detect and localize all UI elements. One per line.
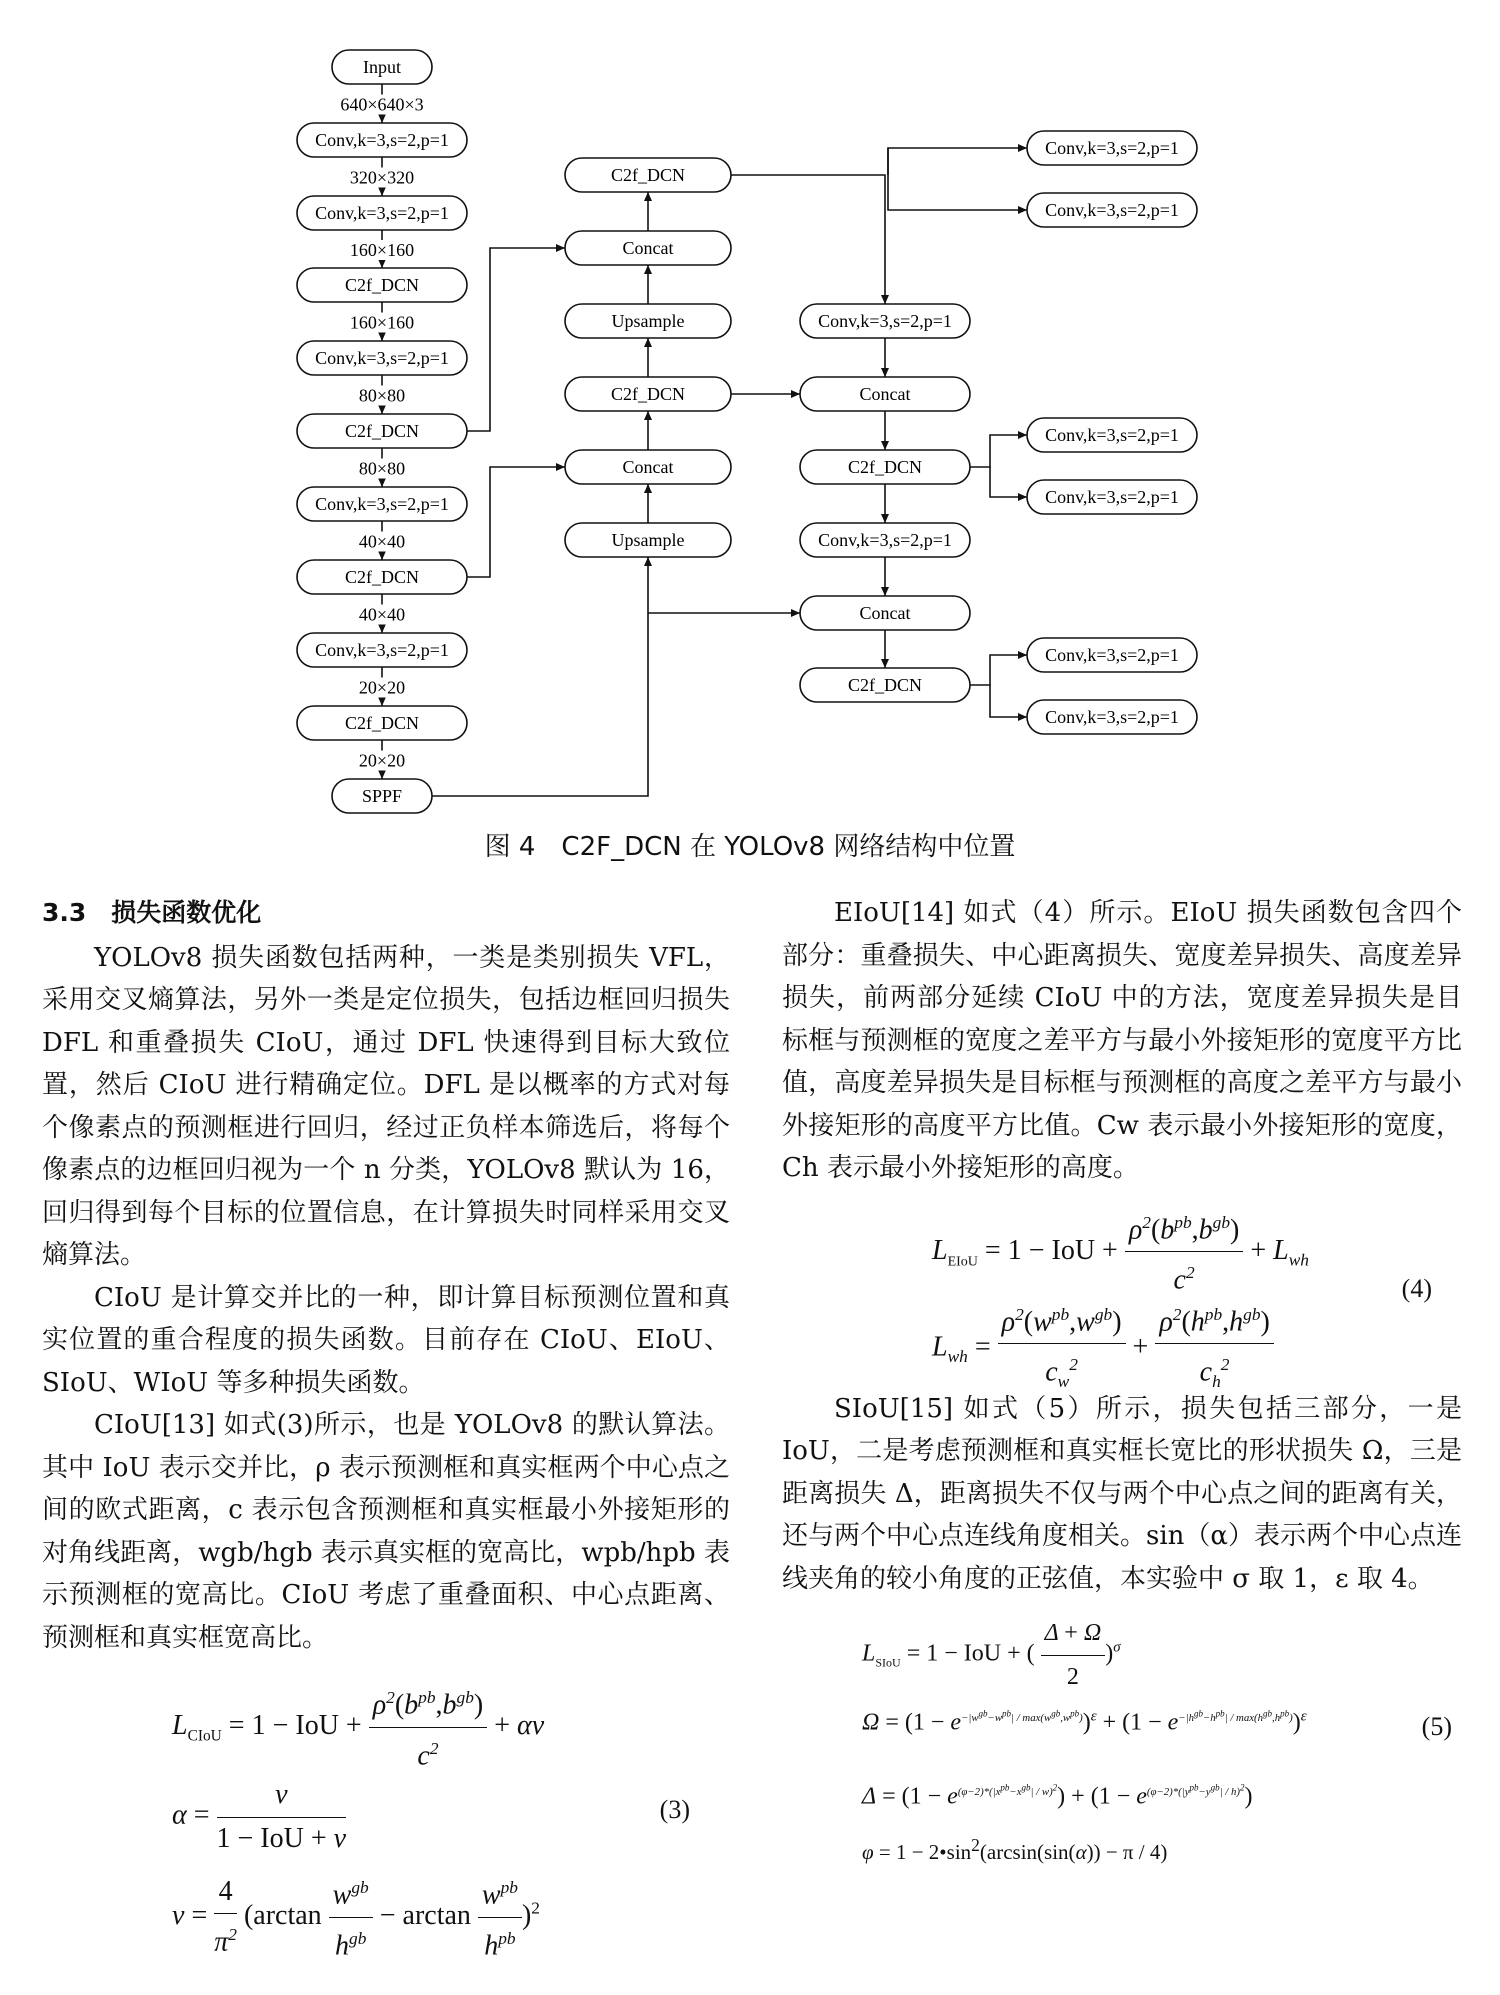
node-head-c2f-2 bbox=[800, 668, 970, 702]
left-column bbox=[42, 892, 730, 1969]
node-head-concat-1 bbox=[800, 377, 970, 411]
backbone-size-label: 80×80 bbox=[358, 458, 406, 479]
backbone-size-label: 40×40 bbox=[358, 604, 406, 625]
node-neck-upsample-2-label: Upsample bbox=[611, 530, 685, 550]
node-neck-c2f-top bbox=[565, 158, 731, 192]
node-head-c2f-1-label: C2f_DCN bbox=[847, 457, 923, 477]
node-neck-upsample-1 bbox=[565, 304, 731, 338]
node-head-conv-1-label: Conv,k=3,s=2,p=1 bbox=[818, 311, 952, 331]
network-structure-diagram bbox=[0, 0, 1500, 820]
node-c2f1 bbox=[297, 268, 467, 302]
node-neck-upsample-1-label: Upsample bbox=[611, 311, 685, 331]
node-c2f4-label: C2f_DCN bbox=[344, 713, 420, 733]
node-conv1-label: Conv,k=3,s=2,p=1 bbox=[315, 130, 449, 150]
figure-caption: 图 4 C2F_DCN 在 YOLOv8 网络结构中位置 bbox=[484, 832, 1016, 862]
node-output-conv-1-label: Conv,k=3,s=2,p=1 bbox=[1045, 138, 1179, 158]
node-sppf-label: SPPF bbox=[361, 786, 403, 806]
node-output-conv-3-label: Conv,k=3,s=2,p=1 bbox=[1045, 425, 1179, 445]
node-c2f3-label: C2f_DCN bbox=[344, 567, 420, 587]
paragraph-eiou: EIoU[14] 如式（4）所示。EIoU 损失函数包含四个部分：重叠损失、中心距离损失、宽度差异损失、高度差异损失，前两部分延续 CIoU 中的方法，宽度差异损失是目标框与预测框的宽度之差平方与最小外接矩形的宽度平方比值，高度差异损失是目标框与预测框的高度之差平方与最小外接矩形的高度平方比值。Cw 表示最小外接矩形的宽度，Ch 表示最小外接矩形的高度。 bbox=[782, 898, 1462, 1183]
backbone-size-label: 20×20 bbox=[358, 677, 406, 698]
node-head-c2f-2-label: C2f_DCN bbox=[847, 675, 923, 695]
node-neck-concat-2-label: Concat bbox=[622, 457, 674, 477]
node-output-conv-6 bbox=[1027, 700, 1197, 734]
node-c2f1-label: C2f_DCN bbox=[344, 275, 420, 295]
paragraph-ciou-detail: CIoU[13] 如式(3)所示，也是 YOLOv8 的默认算法。其中 IoU 表示交并比，ρ 表示预测框和真实框两个中心点之间的欧式距离，c 表示包含预测框和真实框最小外接矩形的对角线距离，wgb/hgb 表示真实框的宽高比，wpb/hpb 表示预测框的宽高比。CIoU 考虑了重叠面积、中心点距离、预测框和真实框宽高比。 bbox=[42, 1410, 730, 1653]
node-output-conv-1 bbox=[1027, 131, 1197, 165]
backbone-size-label: 80×80 bbox=[358, 385, 406, 406]
node-c2f3 bbox=[297, 560, 467, 594]
node-conv3-label: Conv,k=3,s=2,p=1 bbox=[315, 348, 449, 368]
node-conv4 bbox=[297, 487, 467, 521]
node-output-conv-3 bbox=[1027, 418, 1197, 452]
node-neck-concat-2 bbox=[565, 450, 731, 484]
node-neck-c2f-mid bbox=[565, 377, 731, 411]
node-c2f2-label: C2f_DCN bbox=[344, 421, 420, 441]
equation-3: $L_{CIoU} = 1$ − IoU + $\rho^2(b^{pb},b^{gb})$ $c^2$ + αv α = v 1 − IoU + v v = $\frac{4}{\pi^2}$ (arctan $w^{gb}$ $h^{gb}$ − arctan $w^{pb}$ $h^{pb}$ )$^2$ (3) bbox=[42, 1669, 730, 1969]
node-output-conv-5 bbox=[1027, 638, 1197, 672]
paragraph-ciou-def: CIoU 是计算交并比的一种，即计算目标预测位置和真实位置的重合程度的损失函数。目前存在 CIoU、EIoU、SIoU、WIoU 等多种损失函数。 bbox=[42, 1282, 730, 1398]
backbone-size-label: 640×640×3 bbox=[340, 94, 424, 115]
node-c2f4 bbox=[297, 706, 467, 740]
equation-3-number: (3) bbox=[659, 1795, 690, 1824]
node-head-concat-1-label: Concat bbox=[859, 384, 911, 404]
node-output-conv-4 bbox=[1027, 480, 1197, 514]
node-neck-c2f-top-label: C2f_DCN bbox=[610, 165, 686, 185]
node-input-label: Input bbox=[363, 57, 401, 77]
node-neck-concat-1 bbox=[565, 231, 731, 265]
paragraph-siou: SIoU[15] 如式（5）所示，损失包括三部分，一是 IoU，二是考虑预测框和真实框长宽比的形状损失 Ω，三是距离损失 Δ，距离损失不仅与两个中心点之间的距离有关，还与两个中心点连线角度相关。sin（α）表示两个中心点连线夹角的较小角度的正弦值，本实验中 σ 取 1，ε 取 4。 bbox=[782, 1393, 1462, 1594]
backbone-size-label: 160×160 bbox=[349, 312, 415, 333]
node-conv5 bbox=[297, 633, 467, 667]
node-head-conv-2 bbox=[800, 523, 970, 557]
node-output-conv-6-label: Conv,k=3,s=2,p=1 bbox=[1045, 707, 1179, 727]
node-conv2 bbox=[297, 196, 467, 230]
node-neck-upsample-2 bbox=[565, 523, 731, 557]
right-column bbox=[782, 892, 1462, 1866]
node-conv3 bbox=[297, 341, 467, 375]
equation-4-number: (4) bbox=[1401, 1273, 1432, 1303]
node-c2f2 bbox=[297, 414, 467, 448]
equation-5: $L_{SIoU} = 1$ − IoU + ( $\frac{\Delta + \Omega}{2}$ )$^\sigma$ $\Omega = (1 - e^{-|w^{gb}-w^{pb}| / max(w^{gb},w^{pb})})^\varepsilon + (1 - e^{-|h^{gb}-h^{pb}| / max(h^{gb},h^{pb})})^\varepsilon$ $\Delta = (1 - e^{(\varphi-2)*(|x^{pb}-x^{gb}| / w)^2}) + (1 - e^{(\varphi-2)*(|y^{pb}-y^{gb}| / h)^2})$ $\varphi = 1 - 2•\sin^2(\arcsin(\sin(\alpha)) - \pi / 4)$ (5) bbox=[782, 1606, 1462, 1866]
backbone-size-label: 20×20 bbox=[358, 750, 406, 771]
node-output-conv-5-label: Conv,k=3,s=2,p=1 bbox=[1045, 645, 1179, 665]
node-conv5-label: Conv,k=3,s=2,p=1 bbox=[315, 640, 449, 660]
backbone-size-label: 320×320 bbox=[349, 167, 415, 188]
backbone-size-label: 160×160 bbox=[349, 240, 415, 260]
equation-4: $L_{EIoU} = 1$ − IoU + $\rho^2(b^{pb},b^{gb})$ $c^2$ + $L_{wh}$ $L_{wh}$ = $\rho^2(w^{pb},w^{gb})$ $c_w^2$ + $\rho^2(h^{pb},h^{gb})$ $c_h^2$ (4) bbox=[782, 1198, 1462, 1388]
node-conv1 bbox=[297, 123, 467, 157]
node-output-conv-2 bbox=[1027, 193, 1197, 227]
node-conv4-label: Conv,k=3,s=2,p=1 bbox=[315, 494, 449, 514]
node-head-concat-2 bbox=[800, 596, 970, 630]
node-input bbox=[332, 50, 432, 84]
paragraph-loss-intro: YOLOv8 损失函数包括两种，一类是类别损失 VFL，采用交叉熵算法，另外一类是定位损失，包括边框回归损失 DFL 和重叠损失 CIoU，通过 DFL 快速得到目标大致位置，然后 CIoU 进行精确定位。DFL 是以概率的方式对每个像素点的预测框进行回归，经过正负样本筛选后，将每个像素点的边框回归视为一个 n 分类，YOLOv8 默认为 16，回归得到每个目标的位置信息，在计算损失时同样采用交叉熵算法。 bbox=[42, 942, 730, 1270]
node-conv2-label: Conv,k=3,s=2,p=1 bbox=[315, 203, 449, 223]
node-head-concat-2-label: Concat bbox=[859, 603, 911, 623]
section-title: 3.3 损失函数优化 bbox=[42, 898, 262, 927]
backbone-size-label: 40×40 bbox=[358, 531, 406, 552]
equation-5-number: (5) bbox=[1421, 1712, 1452, 1741]
node-neck-c2f-mid-label: C2f_DCN bbox=[610, 384, 686, 404]
node-output-conv-2-label: Conv,k=3,s=2,p=1 bbox=[1045, 200, 1179, 220]
node-neck-concat-1-label: Concat bbox=[622, 238, 674, 258]
node-head-conv-1 bbox=[800, 304, 970, 338]
node-output-conv-4-label: Conv,k=3,s=2,p=1 bbox=[1045, 487, 1179, 507]
node-sppf bbox=[332, 779, 432, 813]
node-head-conv-2-label: Conv,k=3,s=2,p=1 bbox=[818, 530, 952, 550]
node-head-c2f-1 bbox=[800, 450, 970, 484]
